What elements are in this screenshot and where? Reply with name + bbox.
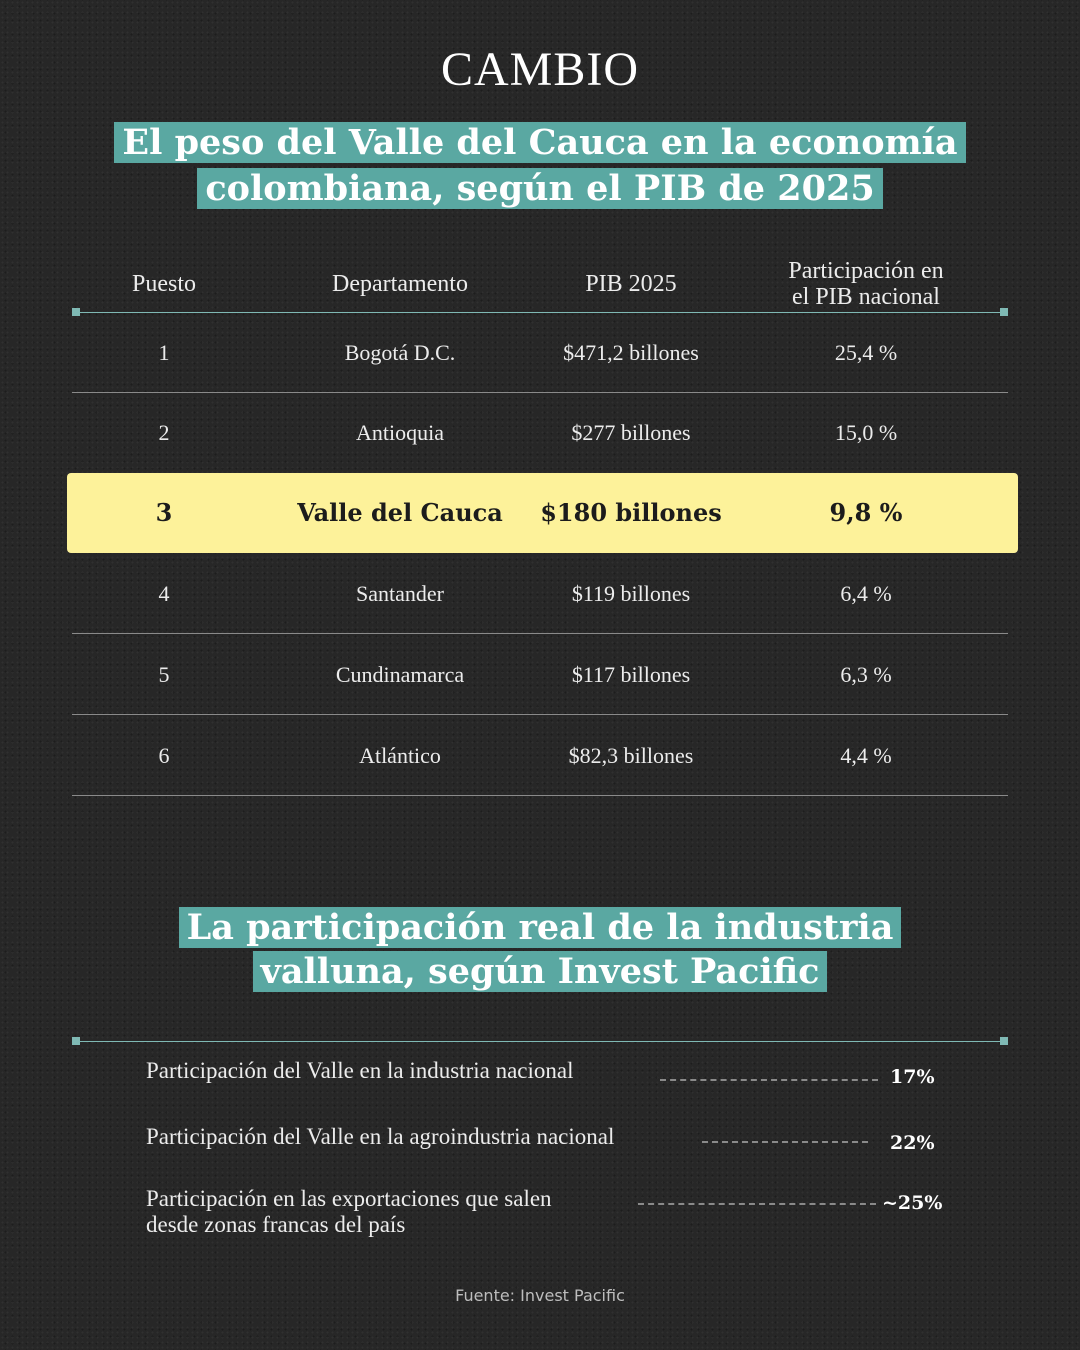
- cell-share: 6,4 %: [840, 581, 892, 606]
- table-row: [0, 393, 1080, 473]
- cell-pib: $117 billones: [571, 662, 691, 687]
- stat-label: Participación del Valle en la agroindustria nacional: [146, 1124, 615, 1149]
- cell-rank: 3: [155, 498, 173, 527]
- header-puesto: Puesto: [131, 271, 196, 297]
- stat-value: ~25%: [882, 1192, 943, 1214]
- stat-label: [146, 1186, 552, 1238]
- cell-dept: Bogotá D.C.: [344, 340, 456, 365]
- cell-rank: 2: [158, 420, 170, 445]
- table-row: [0, 313, 1080, 393]
- stat-label-line1: Participación en las exportaciones que salen: [146, 1186, 552, 1211]
- row-divider: [72, 714, 1008, 715]
- section-rule: [76, 1041, 1004, 1042]
- header-participacion: [752, 256, 980, 312]
- table-row: [0, 716, 1080, 796]
- section-title: [0, 906, 1080, 994]
- rule-end-marker: [1000, 1037, 1008, 1045]
- section-title-line1: La participación real de la industria: [179, 907, 902, 948]
- cell-pib: $180 billones: [540, 498, 722, 527]
- table-row-highlighted: [67, 473, 1018, 553]
- cell-pib: $82,3 billones: [568, 743, 694, 768]
- stat-label-line2: desde zonas francas del país: [146, 1212, 406, 1237]
- logo: CAMBIO: [440, 43, 640, 96]
- row-divider: [72, 633, 1008, 634]
- cell-share: 9,8 %: [829, 498, 903, 527]
- header-pib: PIB 2025: [585, 271, 677, 297]
- stat-item: [146, 1124, 946, 1154]
- stat-item: [146, 1186, 946, 1238]
- cell-share: 4,4 %: [840, 743, 892, 768]
- cell-rank: 1: [158, 340, 170, 365]
- table-row: [0, 554, 1080, 634]
- stat-label: Participación del Valle en la industria nacional: [146, 1058, 574, 1083]
- cell-share: 25,4 %: [834, 340, 898, 365]
- section-title-line2: valluna, según Invest Pacific: [253, 951, 828, 992]
- cell-pib: $277 billones: [571, 420, 691, 445]
- cell-pib: $471,2 billones: [563, 340, 699, 365]
- cell-dept: Valle del Cauca: [297, 498, 503, 527]
- main-title-line1: El peso del Valle del Cauca en la economía: [114, 122, 965, 163]
- cell-dept: Antioquia: [356, 420, 444, 445]
- dotted-leader: [702, 1141, 868, 1143]
- row-divider: [72, 795, 1008, 796]
- stat-item: [146, 1058, 946, 1088]
- cell-dept: Santander: [356, 581, 444, 606]
- stat-value: 22%: [890, 1132, 935, 1154]
- source-note: Fuente: Invest Pacific: [455, 1286, 625, 1305]
- header-departamento: Departamento: [332, 271, 468, 297]
- dotted-leader: [660, 1079, 878, 1081]
- cell-dept: Atlántico: [359, 743, 441, 768]
- cell-rank: 6: [158, 743, 170, 768]
- table-header: [0, 256, 1080, 312]
- cell-share: 6,3 %: [840, 662, 892, 687]
- stat-value: 17%: [890, 1066, 935, 1088]
- dotted-leader: [638, 1203, 876, 1205]
- header-participacion-line1: Participación en: [788, 258, 944, 284]
- cell-pib: $119 billones: [571, 581, 691, 606]
- main-title: [0, 120, 1080, 212]
- cell-rank: 5: [158, 662, 170, 687]
- cell-dept: Cundinamarca: [335, 662, 465, 687]
- cell-share: 15,0 %: [834, 420, 898, 445]
- header-participacion-line2: el PIB nacional: [792, 284, 940, 310]
- rule-end-marker: [72, 1037, 80, 1045]
- table-row: [0, 635, 1080, 715]
- main-title-line2: colombiana, según el PIB de 2025: [197, 168, 882, 209]
- cell-rank: 4: [158, 581, 170, 606]
